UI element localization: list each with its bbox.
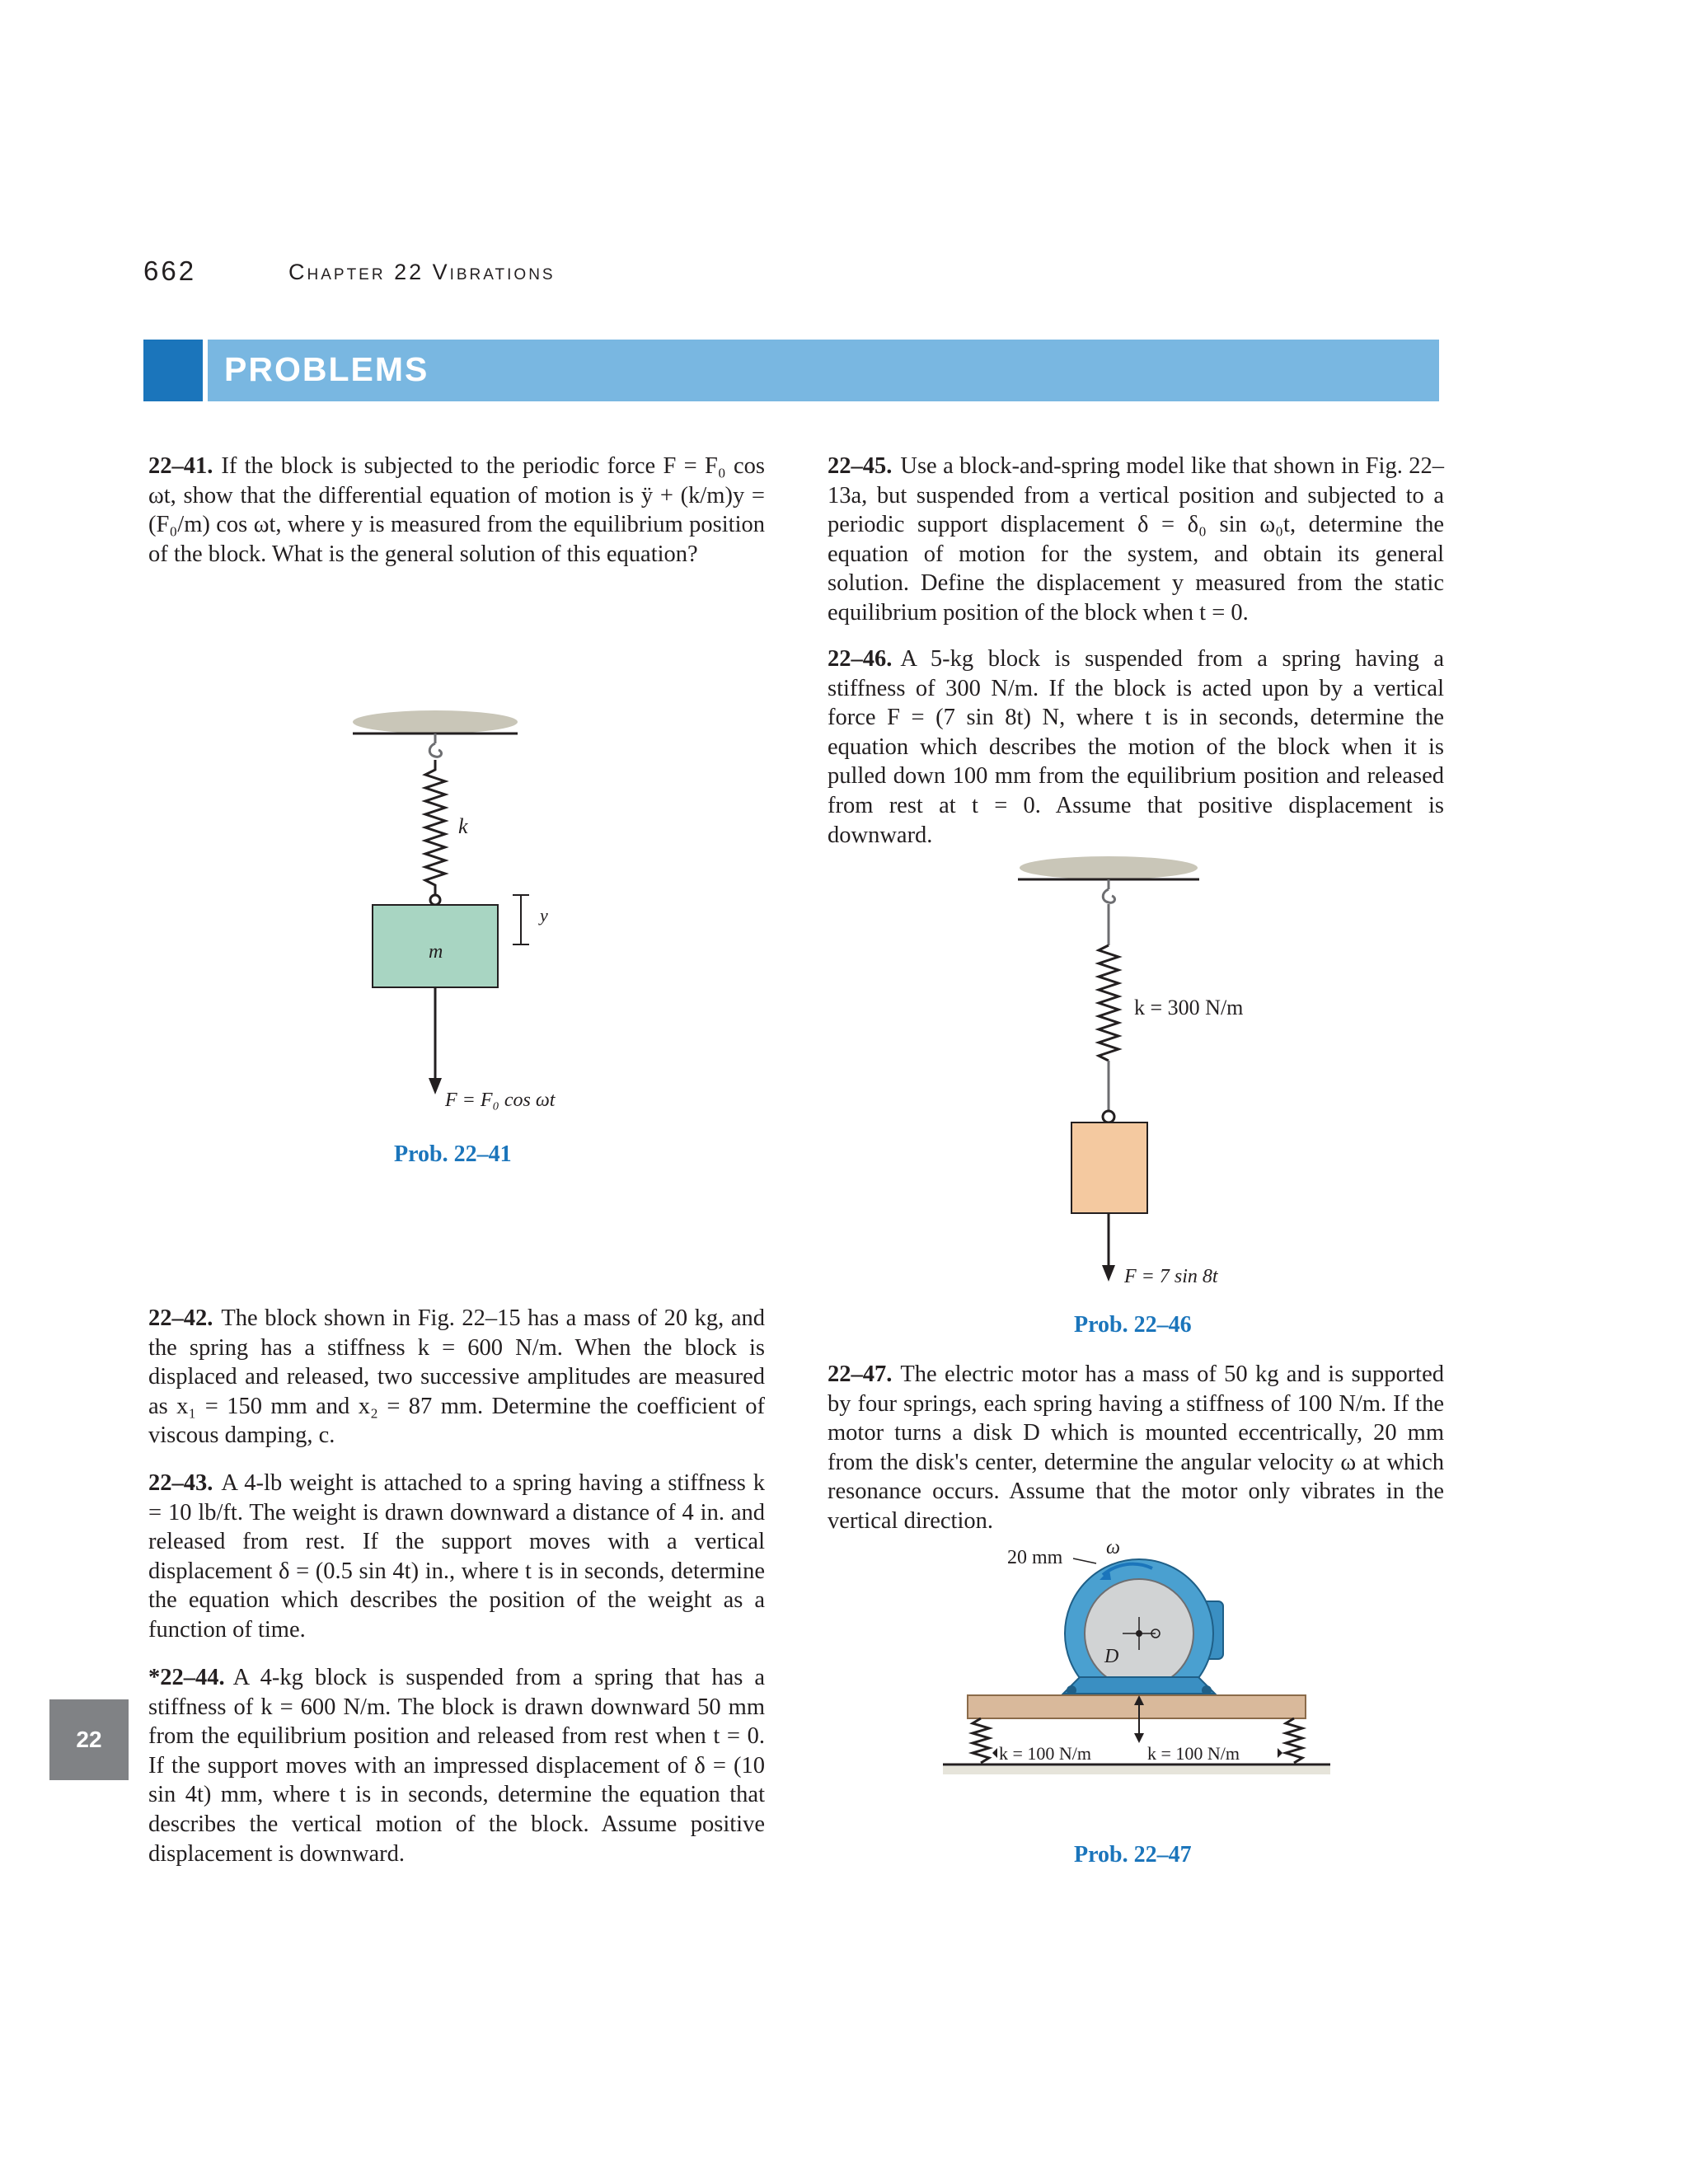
spring-right bbox=[1286, 1718, 1302, 1763]
problem-number: 22–46. bbox=[828, 646, 893, 672]
figure-22-47 bbox=[931, 1537, 1360, 1784]
problem-number: 22–47. bbox=[828, 1361, 893, 1387]
figure-22-41 bbox=[346, 709, 577, 1129]
spring-left bbox=[973, 1718, 989, 1763]
page-number: 662 bbox=[143, 255, 197, 286]
label-k: k bbox=[458, 814, 468, 838]
label-force: F = F₀ cos ωt bbox=[445, 1090, 556, 1111]
section-title: PROBLEMS bbox=[224, 350, 429, 388]
spring bbox=[1099, 945, 1118, 1061]
spring bbox=[425, 760, 445, 895]
problem-number: *22–44. bbox=[148, 1665, 225, 1690]
displacement-indicator bbox=[513, 895, 529, 944]
force-arrow bbox=[1102, 1265, 1115, 1282]
label-k: k = 300 N/m bbox=[1134, 996, 1244, 1019]
figure-22-46 bbox=[1014, 853, 1294, 1298]
motor-base bbox=[1063, 1677, 1215, 1694]
label-offset: 20 mm bbox=[1007, 1547, 1063, 1568]
problem-22-47 bbox=[828, 1360, 1444, 1536]
problem-22-43 bbox=[148, 1469, 765, 1645]
hook bbox=[1103, 879, 1114, 902]
problem-text: If the block is subjected to the periodic force F = F₀ cos ωt, show that the differential equation of motion is ÿ + (k/m)y = (F₀/m) cos ωt, where y is measured from the equilibrium position of the block. What is the general solution of this equation? bbox=[148, 453, 765, 567]
problem-number: 22–43. bbox=[148, 1470, 213, 1496]
chapter-side-tab: 22 bbox=[49, 1699, 129, 1780]
label-k-left: k = 100 N/m bbox=[999, 1743, 1092, 1764]
label-force: F = 7 sin 8t bbox=[1124, 1266, 1218, 1287]
caption-prob-22-47: Prob. 22–47 bbox=[1074, 1842, 1192, 1868]
block bbox=[1071, 1122, 1147, 1213]
problem-22-44 bbox=[148, 1663, 765, 1868]
label-k-right: k = 100 N/m bbox=[1147, 1743, 1240, 1764]
problem-number: 22–45. bbox=[828, 453, 893, 479]
problem-text: A 5-kg block is suspended from a spring having a stiffness of 300 N/m. If the block is acted upon by a vertical force F = (7 sin 8t) N, where t is in seconds, determine the equation which describes the motion of the block when it is pulled down 100 mm from the equilibrium position and released from rest at t = 0. Assume that positive displacement is downward. bbox=[828, 646, 1444, 848]
problem-number: 22–41. bbox=[148, 453, 213, 479]
problem-text: A 4-lb weight is attached to a spring having a stiffness k = 10 lb/ft. The weight is drawn downward a distance of 4 in. and released from rest. If the support moves with a vertical displacement δ = (0.5 sin 4t) in., where t is in seconds, determine the equation which describes the position of the weight as a function of time. bbox=[148, 1470, 765, 1643]
label-disk: D bbox=[1104, 1646, 1119, 1667]
problem-number: 22–42. bbox=[148, 1305, 213, 1331]
force-arrow bbox=[429, 1078, 442, 1094]
problem-22-45 bbox=[828, 452, 1444, 628]
problem-22-42 bbox=[148, 1304, 765, 1451]
hook bbox=[429, 733, 441, 757]
platform bbox=[968, 1695, 1306, 1718]
label-omega: ω bbox=[1106, 1537, 1120, 1558]
banner-accent-block bbox=[143, 340, 203, 401]
caption-prob-22-46: Prob. 22–46 bbox=[1074, 1312, 1192, 1338]
label-y: y bbox=[540, 905, 548, 926]
problem-22-46 bbox=[828, 644, 1444, 850]
problem-22-41 bbox=[148, 452, 765, 569]
problem-text: A 4-kg block is suspended from a spring that has a stiffness of k = 600 N/m. The block is drawn downward 50 mm from the equilibrium position and released from rest when t = 0. If the support moves with an impressed displacement of δ = (10 sin 4t) mm, where t is in seconds, determine the equation that describes the vertical motion of the block. Assume positive displacement is downward. bbox=[148, 1665, 765, 1867]
ceiling bbox=[1020, 856, 1198, 879]
problem-text: Use a block-and-spring model like that shown in Fig. 22–13a, but suspended from a vertical position and subjected to a periodic support displacement δ = δ₀ sin ω₀t, determine the equation of motion for the system, and obtain its general solution. Define the displacement y measured from the static equilibrium position of the block when t = 0. bbox=[828, 453, 1444, 626]
ceiling bbox=[353, 710, 518, 733]
problem-text: The block shown in Fig. 22–15 has a mass of 20 kg, and the spring has a stiffness k = 600 N/m. When the block is displaced and released, two successive amplitudes are measured as x₁ = 150 mm and x₂ = 87 mm. Determine the coefficient of viscous damping, c. bbox=[148, 1305, 765, 1449]
label-m: m bbox=[429, 941, 443, 963]
running-head: Chapter 22 Vibrations bbox=[288, 260, 556, 284]
problem-text: The electric motor has a mass of 50 kg and is supported by four springs, each spring having a stiffness of 100 N/m. If the motor turns a disk D which is mounted eccentrically, 20 mm from the disk's center, determine the angular velocity ω at which resonance occurs. Assume that the motor only vibrates in the vertical direction. bbox=[828, 1361, 1444, 1534]
caption-prob-22-41: Prob. 22–41 bbox=[394, 1141, 512, 1167]
